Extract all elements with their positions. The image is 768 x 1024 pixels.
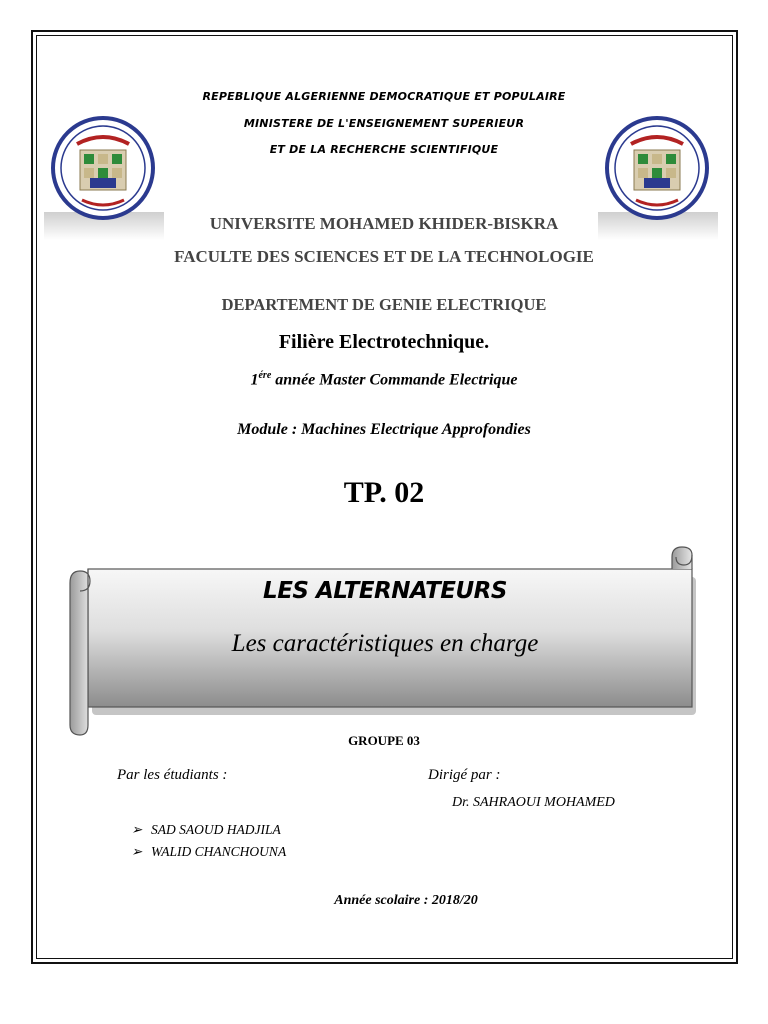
student-name: SAD SAOUD HADJILA	[151, 822, 281, 837]
year-program	[0, 370, 768, 389]
list-item	[131, 844, 286, 860]
supervisor-label: Dirigé par :	[428, 767, 501, 783]
year-number: 1	[250, 371, 259, 389]
banner-title: LES ALTERNATEURS	[263, 578, 507, 604]
list-item	[131, 822, 281, 838]
tp-title: TP. 02	[343, 476, 425, 509]
filiere-label: Filière Electrotechnique.	[278, 331, 490, 353]
year-program-text: année Master Commande Electrique	[271, 371, 518, 389]
student-name: WALID CHANCHOUNA	[151, 844, 287, 859]
module-name: Module : Machines Electrique Approfondies	[237, 421, 531, 438]
header-line-republic: REPEBLIQUE ALGERIENNE DEMOCRATIQUE ET POPULAIRE	[202, 90, 566, 103]
group-label: GROUPE 03	[348, 733, 420, 748]
supervisor-name: Dr. SAHRAOUI MOHAMED	[452, 795, 615, 810]
department-name: DEPARTEMENT DE GENIE ELECTRIQUE	[221, 295, 547, 314]
year-superscript: ére	[258, 370, 272, 381]
header-line-research: ET DE LA RECHERCHE SCIENTIFIQUE	[269, 143, 499, 156]
header-line-ministry: MINISTERE DE L'ENSEIGNEMENT SUPERIEUR	[243, 117, 525, 130]
arrow-bullet-icon: ➢	[131, 822, 143, 837]
university-name: UNIVERSITE MOHAMED KHIDER-BISKRA	[209, 214, 559, 233]
banner-subtitle: Les caractéristiques en charge	[231, 630, 539, 657]
arrow-bullet-icon: ➢	[131, 844, 143, 859]
students-label: Par les étudiants :	[117, 767, 228, 783]
faculty-name: FACULTE DES SCIENCES ET DE LA TECHNOLOGIE	[174, 247, 594, 266]
school-year: Année scolaire : 2018/20	[334, 893, 478, 908]
